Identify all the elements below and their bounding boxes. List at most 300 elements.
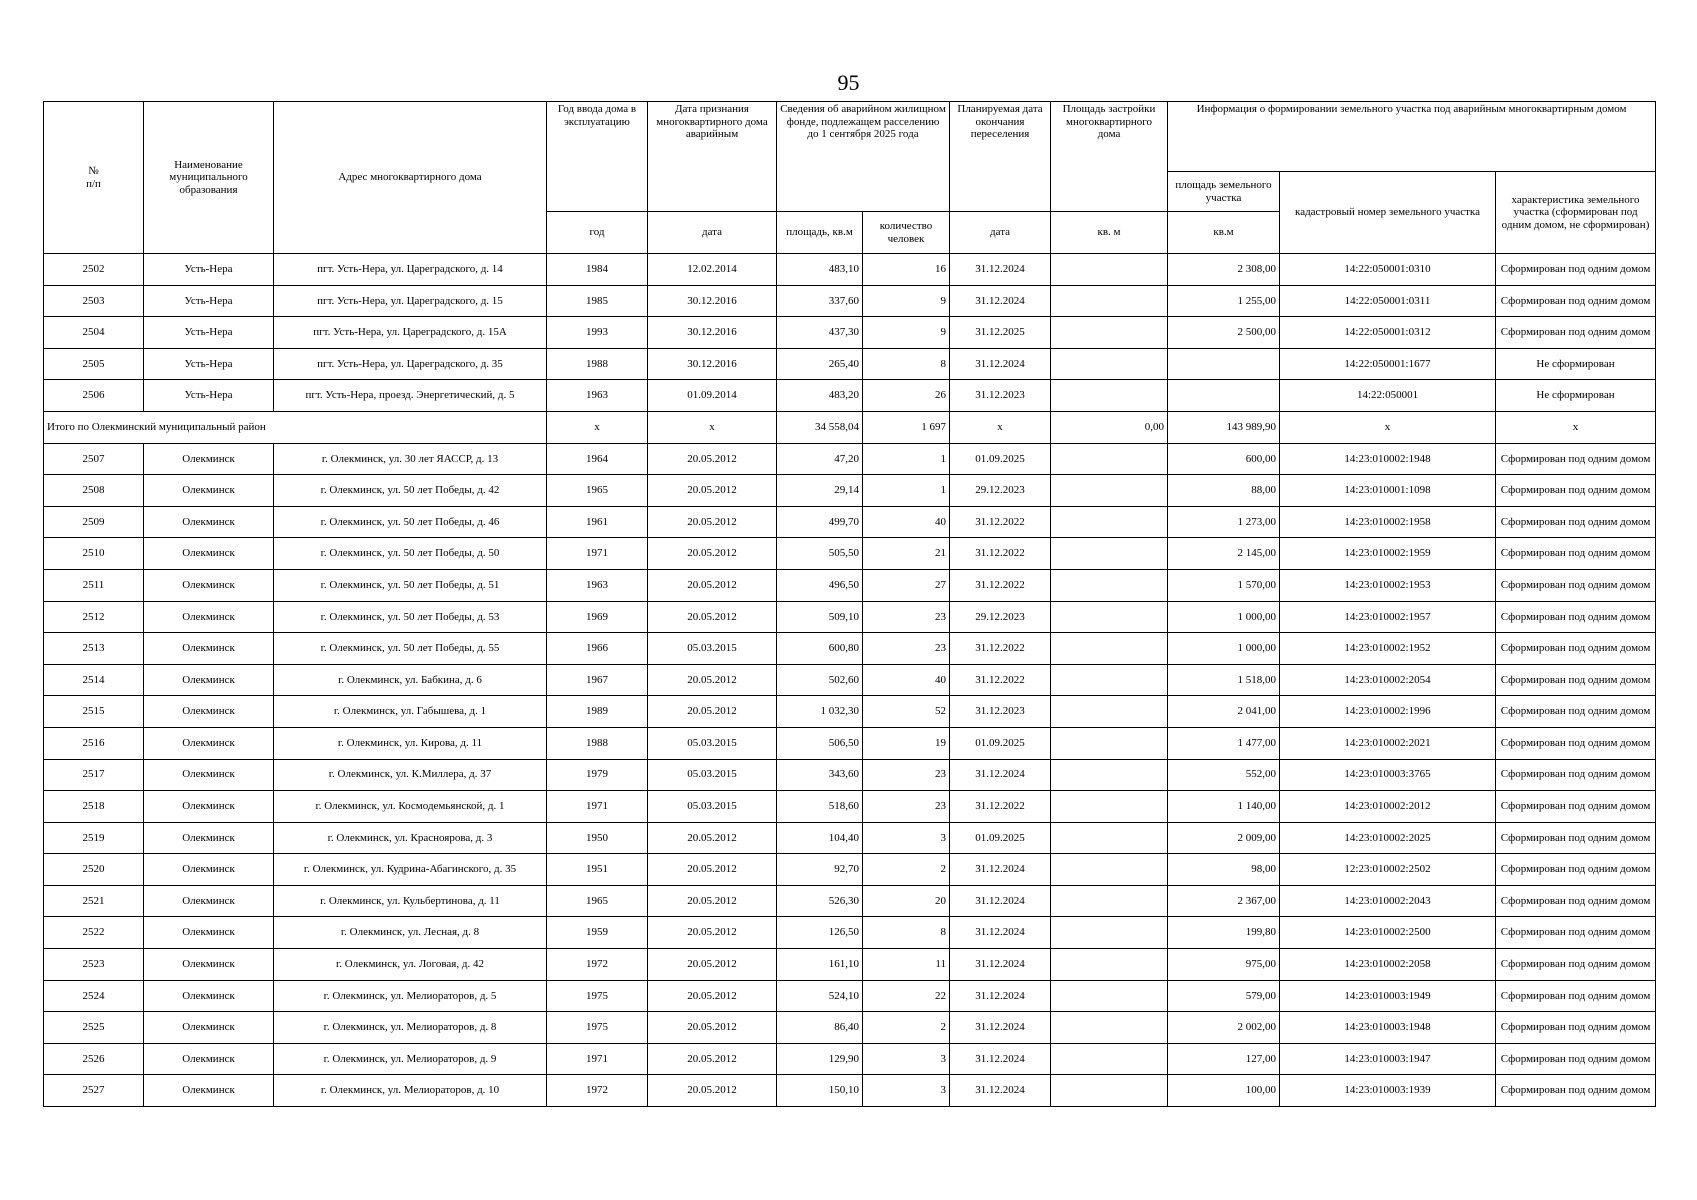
cell-land-area: 1 000,00 <box>1168 633 1280 665</box>
cell-planned-date: 31.12.2024 <box>950 885 1051 917</box>
cell-people: 23 <box>863 759 950 791</box>
cell-land-area: 1 477,00 <box>1168 727 1280 759</box>
cell-cadastral: 14:23:010002:2500 <box>1280 917 1496 949</box>
cell-land-area: 100,00 <box>1168 1075 1280 1107</box>
cell-cadastral: 14:22:050001 <box>1280 380 1496 412</box>
cell-date-emergency: 20.05.2012 <box>648 506 777 538</box>
cell-people: 40 <box>863 506 950 538</box>
cell-land-char: Сформирован под одним домом <box>1496 569 1656 601</box>
cell-area: 483,10 <box>777 254 863 286</box>
cell-area: 337,60 <box>777 285 863 317</box>
cell-date-emergency: 20.05.2012 <box>648 601 777 633</box>
table-row <box>44 1012 1656 1044</box>
cell-area: 86,40 <box>777 1012 863 1044</box>
cell-date-emergency: 05.03.2015 <box>648 633 777 665</box>
table-row <box>44 348 1656 380</box>
cell-number: 2516 <box>44 727 144 759</box>
cell-people: 21 <box>863 538 950 570</box>
cell-built-area <box>1051 1012 1168 1044</box>
cell-people: 26 <box>863 380 950 412</box>
cell-address: г. Олекминск, ул. 50 лет Победы, д. 55 <box>274 633 547 665</box>
cell-address: г. Олекминск, ул. Бабкина, д. 6 <box>274 664 547 696</box>
cell-cadastral: 14:23:010002:1959 <box>1280 538 1496 570</box>
cell-year: 1979 <box>547 759 648 791</box>
cell-land-char: Сформирован под одним домом <box>1496 885 1656 917</box>
cell-date-emergency: 05.03.2015 <box>648 727 777 759</box>
cell-number: 2502 <box>44 254 144 286</box>
cell-planned-date: 31.12.2024 <box>950 980 1051 1012</box>
cell-municipality: Олекминск <box>144 854 274 886</box>
table-row <box>44 380 1656 412</box>
cell-cadastral: 14:23:010002:2043 <box>1280 885 1496 917</box>
cell-cadastral: 14:22:050001:1677 <box>1280 348 1496 380</box>
cell-address: пгт. Усть-Нера, ул. Цареградского, д. 15А <box>274 317 547 349</box>
header-unit-area: площадь, кв.м <box>777 212 863 254</box>
table-row <box>44 664 1656 696</box>
cell-cadastral: 14:23:010002:2054 <box>1280 664 1496 696</box>
cell-number: 2521 <box>44 885 144 917</box>
cell-planned-date: 31.12.2022 <box>950 506 1051 538</box>
cell-area: 104,40 <box>777 822 863 854</box>
cell-year: 1959 <box>547 917 648 949</box>
table-row <box>44 475 1656 507</box>
cell-cadastral: 14:22:050001:0310 <box>1280 254 1496 286</box>
total-people: 1 697 <box>863 411 950 443</box>
table-row <box>44 822 1656 854</box>
cell-built-area <box>1051 348 1168 380</box>
cell-built-area <box>1051 538 1168 570</box>
cell-planned-date: 31.12.2022 <box>950 538 1051 570</box>
header-municipality: Наименование муниципального образования <box>144 102 274 254</box>
cell-built-area <box>1051 917 1168 949</box>
cell-cadastral: 14:23:010002:1948 <box>1280 443 1496 475</box>
cell-municipality: Олекминск <box>144 885 274 917</box>
cell-number: 2507 <box>44 443 144 475</box>
table-row <box>44 1043 1656 1075</box>
cell-address: г. Олекминск, ул. Лесная, д. 8 <box>274 917 547 949</box>
cell-number: 2522 <box>44 917 144 949</box>
cell-municipality: Олекминск <box>144 1012 274 1044</box>
total-land-char: x <box>1496 411 1656 443</box>
cell-number: 2504 <box>44 317 144 349</box>
cell-year: 1972 <box>547 949 648 981</box>
cell-people: 52 <box>863 696 950 728</box>
cell-date-emergency: 05.03.2015 <box>648 791 777 823</box>
cell-land-area: 600,00 <box>1168 443 1280 475</box>
cell-land-char: Не сформирован <box>1496 348 1656 380</box>
cell-land-area: 98,00 <box>1168 854 1280 886</box>
cell-built-area <box>1051 949 1168 981</box>
cell-people: 27 <box>863 569 950 601</box>
cell-cadastral: 14:23:010002:1952 <box>1280 633 1496 665</box>
cell-municipality: Усть-Нера <box>144 380 274 412</box>
cell-built-area <box>1051 633 1168 665</box>
cell-date-emergency: 30.12.2016 <box>648 285 777 317</box>
cell-municipality: Усть-Нера <box>144 317 274 349</box>
cell-land-area: 552,00 <box>1168 759 1280 791</box>
cell-address: г. Олекминск, ул. К.Миллера, д. 37 <box>274 759 547 791</box>
cell-land-char: Сформирован под одним домом <box>1496 759 1656 791</box>
cell-area: 483,20 <box>777 380 863 412</box>
header-unit-date2: дата <box>950 212 1051 254</box>
cell-municipality: Олекминск <box>144 1043 274 1075</box>
cell-year: 1969 <box>547 601 648 633</box>
cell-planned-date: 31.12.2024 <box>950 1075 1051 1107</box>
cell-municipality: Олекминск <box>144 506 274 538</box>
table-row <box>44 980 1656 1012</box>
cell-people: 11 <box>863 949 950 981</box>
cell-land-area: 2 002,00 <box>1168 1012 1280 1044</box>
cell-year: 1961 <box>547 506 648 538</box>
table-row <box>44 254 1656 286</box>
cell-year: 1971 <box>547 1043 648 1075</box>
table-row <box>44 601 1656 633</box>
cell-area: 126,50 <box>777 917 863 949</box>
cell-cadastral: 14:23:010001:1098 <box>1280 475 1496 507</box>
cell-planned-date: 31.12.2022 <box>950 633 1051 665</box>
cell-date-emergency: 20.05.2012 <box>648 1043 777 1075</box>
cell-people: 16 <box>863 254 950 286</box>
cell-number: 2506 <box>44 380 144 412</box>
cell-land-area: 2 308,00 <box>1168 254 1280 286</box>
cell-municipality: Олекминск <box>144 791 274 823</box>
cell-address: г. Олекминск, ул. Логовая, д. 42 <box>274 949 547 981</box>
table-row <box>44 538 1656 570</box>
cell-planned-date: 01.09.2025 <box>950 727 1051 759</box>
cell-people: 2 <box>863 854 950 886</box>
cell-date-emergency: 20.05.2012 <box>648 949 777 981</box>
cell-date-emergency: 30.12.2016 <box>648 348 777 380</box>
cell-address: г. Олекминск, ул. Красноярова, д. 3 <box>274 822 547 854</box>
cell-date-emergency: 20.05.2012 <box>648 854 777 886</box>
cell-address: пгт. Усть-Нера, ул. Цареградского, д. 14 <box>274 254 547 286</box>
cell-date-emergency: 20.05.2012 <box>648 569 777 601</box>
cell-number: 2512 <box>44 601 144 633</box>
cell-built-area <box>1051 854 1168 886</box>
cell-land-area: 127,00 <box>1168 1043 1280 1075</box>
cell-cadastral: 14:23:010002:2058 <box>1280 949 1496 981</box>
cell-municipality: Олекминск <box>144 633 274 665</box>
table-header <box>44 102 1656 254</box>
table-row <box>44 633 1656 665</box>
cell-built-area <box>1051 1043 1168 1075</box>
cell-area: 29,14 <box>777 475 863 507</box>
cell-planned-date: 31.12.2022 <box>950 569 1051 601</box>
cell-cadastral: 14:22:050001:0312 <box>1280 317 1496 349</box>
table-row <box>44 917 1656 949</box>
cell-land-area: 975,00 <box>1168 949 1280 981</box>
cell-land-area: 1 273,00 <box>1168 506 1280 538</box>
header-date-emergency: Дата признания многоквартирного дома аварийным <box>648 102 777 212</box>
cell-planned-date: 31.12.2024 <box>950 759 1051 791</box>
cell-address: г. Олекминск, ул. 50 лет Победы, д. 42 <box>274 475 547 507</box>
cell-cadastral: 14:23:010003:1948 <box>1280 1012 1496 1044</box>
cell-land-char: Сформирован под одним домом <box>1496 443 1656 475</box>
cell-area: 524,10 <box>777 980 863 1012</box>
cell-built-area <box>1051 980 1168 1012</box>
cell-people: 3 <box>863 1075 950 1107</box>
cell-land-char: Сформирован под одним домом <box>1496 854 1656 886</box>
header-land-char: характеристика земельного участка (сформирован под одним домом, не сформирован) <box>1496 172 1656 254</box>
cell-land-char: Сформирован под одним домом <box>1496 506 1656 538</box>
cell-cadastral: 14:23:010002:1957 <box>1280 601 1496 633</box>
cell-number: 2526 <box>44 1043 144 1075</box>
cell-year: 1967 <box>547 664 648 696</box>
cell-cadastral: 14:22:050001:0311 <box>1280 285 1496 317</box>
cell-number: 2517 <box>44 759 144 791</box>
cell-address: г. Олекминск, ул. Кульбертинова, д. 11 <box>274 885 547 917</box>
cell-people: 20 <box>863 885 950 917</box>
cell-planned-date: 01.09.2025 <box>950 822 1051 854</box>
cell-number: 2503 <box>44 285 144 317</box>
cell-municipality: Усть-Нера <box>144 285 274 317</box>
header-planned-date: Планируемая дата окончания переселения <box>950 102 1051 212</box>
cell-cadastral: 14:23:010003:1947 <box>1280 1043 1496 1075</box>
cell-planned-date: 31.12.2024 <box>950 1012 1051 1044</box>
cell-municipality: Олекминск <box>144 759 274 791</box>
cell-address: г. Олекминск, ул. Кудрина-Абагинского, д. 35 <box>274 854 547 886</box>
cell-cadastral: 14:23:010003:1939 <box>1280 1075 1496 1107</box>
page-number: 95 <box>837 70 860 95</box>
cell-people: 3 <box>863 822 950 854</box>
cell-municipality: Олекминск <box>144 538 274 570</box>
cell-number: 2510 <box>44 538 144 570</box>
cell-date-emergency: 20.05.2012 <box>648 1012 777 1044</box>
cell-land-char: Сформирован под одним домом <box>1496 1075 1656 1107</box>
cell-land-char: Сформирован под одним домом <box>1496 980 1656 1012</box>
cell-year: 1965 <box>547 885 648 917</box>
cell-planned-date: 31.12.2023 <box>950 696 1051 728</box>
cell-land-area: 1 255,00 <box>1168 285 1280 317</box>
cell-date-emergency: 20.05.2012 <box>648 443 777 475</box>
cell-date-emergency: 12.02.2014 <box>648 254 777 286</box>
cell-number: 2511 <box>44 569 144 601</box>
cell-number: 2513 <box>44 633 144 665</box>
cell-planned-date: 31.12.2022 <box>950 664 1051 696</box>
cell-area: 496,50 <box>777 569 863 601</box>
total-year: x <box>547 411 648 443</box>
cell-built-area <box>1051 885 1168 917</box>
cell-land-area: 2 500,00 <box>1168 317 1280 349</box>
header-num: № п/п <box>44 102 144 254</box>
cell-planned-date: 31.12.2024 <box>950 917 1051 949</box>
cell-address: г. Олекминск, ул. Кирова, д. 11 <box>274 727 547 759</box>
cell-land-char: Сформирован под одним домом <box>1496 285 1656 317</box>
table-row <box>44 443 1656 475</box>
cell-land-area: 1 140,00 <box>1168 791 1280 823</box>
cell-people: 2 <box>863 1012 950 1044</box>
cell-date-emergency: 20.05.2012 <box>648 475 777 507</box>
table-body <box>44 254 1656 1107</box>
cell-date-emergency: 20.05.2012 <box>648 885 777 917</box>
cell-municipality: Олекминск <box>144 727 274 759</box>
cell-area: 265,40 <box>777 348 863 380</box>
cell-land-char: Сформирован под одним домом <box>1496 1043 1656 1075</box>
cell-address: г. Олекминск, ул. Космодемьянской, д. 1 <box>274 791 547 823</box>
cell-year: 1972 <box>547 1075 648 1107</box>
header-year-built: Год ввода дома в эксплуатацию <box>547 102 648 212</box>
cell-land-char: Сформирован под одним домом <box>1496 822 1656 854</box>
cell-people: 3 <box>863 1043 950 1075</box>
cell-number: 2527 <box>44 1075 144 1107</box>
cell-land-area: 579,00 <box>1168 980 1280 1012</box>
cell-municipality: Олекминск <box>144 822 274 854</box>
cell-land-char: Сформирован под одним домом <box>1496 317 1656 349</box>
cell-date-emergency: 30.12.2016 <box>648 317 777 349</box>
cell-number: 2509 <box>44 506 144 538</box>
cell-area: 47,20 <box>777 443 863 475</box>
cell-land-char: Сформирован под одним домом <box>1496 949 1656 981</box>
cell-cadastral: 14:23:010002:2021 <box>1280 727 1496 759</box>
cell-built-area <box>1051 317 1168 349</box>
cell-cadastral: 14:23:010003:3765 <box>1280 759 1496 791</box>
cell-people: 23 <box>863 601 950 633</box>
cell-people: 9 <box>863 285 950 317</box>
table-row <box>44 885 1656 917</box>
cell-built-area <box>1051 569 1168 601</box>
cell-area: 526,30 <box>777 885 863 917</box>
cell-land-char: Сформирован под одним домом <box>1496 254 1656 286</box>
cell-cadastral: 14:23:010002:1996 <box>1280 696 1496 728</box>
cell-date-emergency: 05.03.2015 <box>648 759 777 791</box>
cell-address: пгт. Усть-Нера, проезд. Энергетический, д. 5 <box>274 380 547 412</box>
cell-land-area <box>1168 348 1280 380</box>
cell-people: 8 <box>863 917 950 949</box>
header-fund-info: Сведения об аварийном жилищном фонде, подлежащем расселению до 1 сентября 2025 года <box>777 102 950 212</box>
cell-municipality: Олекминск <box>144 980 274 1012</box>
cell-address: г. Олекминск, ул. 50 лет Победы, д. 51 <box>274 569 547 601</box>
cell-municipality: Олекминск <box>144 1075 274 1107</box>
cell-area: 129,90 <box>777 1043 863 1075</box>
cell-address: г. Олекминск, ул. Мелиораторов, д. 8 <box>274 1012 547 1044</box>
cell-people: 9 <box>863 317 950 349</box>
total-planned-date: x <box>950 411 1051 443</box>
cell-land-char: Сформирован под одним домом <box>1496 917 1656 949</box>
cell-built-area <box>1051 1075 1168 1107</box>
cell-built-area <box>1051 727 1168 759</box>
cell-cadastral: 14:23:010002:2025 <box>1280 822 1496 854</box>
cell-people: 23 <box>863 791 950 823</box>
cell-address: г. Олекминск, ул. Мелиораторов, д. 9 <box>274 1043 547 1075</box>
cell-area: 499,70 <box>777 506 863 538</box>
total-label: Итого по Олекминский муниципальный район <box>44 411 547 443</box>
cell-people: 40 <box>863 664 950 696</box>
cell-built-area <box>1051 759 1168 791</box>
cell-land-char: Сформирован под одним домом <box>1496 1012 1656 1044</box>
cell-built-area <box>1051 601 1168 633</box>
cell-area: 343,60 <box>777 759 863 791</box>
cell-number: 2505 <box>44 348 144 380</box>
cell-area: 600,80 <box>777 633 863 665</box>
cell-year: 1971 <box>547 791 648 823</box>
cell-number: 2524 <box>44 980 144 1012</box>
table-row <box>44 569 1656 601</box>
cell-year: 1993 <box>547 317 648 349</box>
cell-year: 1985 <box>547 285 648 317</box>
cell-area: 506,50 <box>777 727 863 759</box>
cell-date-emergency: 20.05.2012 <box>648 822 777 854</box>
total-built-area: 0,00 <box>1051 411 1168 443</box>
table-row <box>44 727 1656 759</box>
cell-land-area: 2 009,00 <box>1168 822 1280 854</box>
table-row <box>44 696 1656 728</box>
cell-people: 19 <box>863 727 950 759</box>
cell-year: 1989 <box>547 696 648 728</box>
cell-built-area <box>1051 791 1168 823</box>
cell-cadastral: 14:23:010002:2012 <box>1280 791 1496 823</box>
cell-people: 22 <box>863 980 950 1012</box>
total-row <box>44 411 1656 443</box>
cell-area: 161,10 <box>777 949 863 981</box>
table-row <box>44 791 1656 823</box>
cell-municipality: Усть-Нера <box>144 254 274 286</box>
cell-address: пгт. Усть-Нера, ул. Цареградского, д. 35 <box>274 348 547 380</box>
cell-planned-date: 31.12.2024 <box>950 854 1051 886</box>
total-area: 34 558,04 <box>777 411 863 443</box>
header-built-area: Площадь застройки многоквартирного дома <box>1051 102 1168 212</box>
cell-cadastral: 14:23:010002:1958 <box>1280 506 1496 538</box>
cell-year: 1988 <box>547 727 648 759</box>
cell-planned-date: 29.12.2023 <box>950 601 1051 633</box>
cell-municipality: Олекминск <box>144 949 274 981</box>
cell-built-area <box>1051 254 1168 286</box>
cell-date-emergency: 20.05.2012 <box>648 980 777 1012</box>
total-land-area: 143 989,90 <box>1168 411 1280 443</box>
header-unit-sqm2: кв.м <box>1168 212 1280 254</box>
cell-municipality: Олекминск <box>144 664 274 696</box>
cell-planned-date: 31.12.2022 <box>950 791 1051 823</box>
cell-land-char: Сформирован под одним домом <box>1496 696 1656 728</box>
cell-land-char: Сформирован под одним домом <box>1496 475 1656 507</box>
cell-built-area <box>1051 822 1168 854</box>
cell-planned-date: 31.12.2024 <box>950 348 1051 380</box>
cell-land-char: Сформирован под одним домом <box>1496 601 1656 633</box>
cell-municipality: Олекминск <box>144 569 274 601</box>
cell-number: 2514 <box>44 664 144 696</box>
cell-land-char: Сформирован под одним домом <box>1496 664 1656 696</box>
cell-area: 92,70 <box>777 854 863 886</box>
cell-land-char: Сформирован под одним домом <box>1496 633 1656 665</box>
header-land-area: площадь земельного участка <box>1168 172 1280 212</box>
cell-date-emergency: 20.05.2012 <box>648 538 777 570</box>
cell-number: 2515 <box>44 696 144 728</box>
cell-year: 1975 <box>547 1012 648 1044</box>
emergency-housing-table <box>43 101 1656 1107</box>
table-row <box>44 759 1656 791</box>
cell-land-area: 2 145,00 <box>1168 538 1280 570</box>
cell-number: 2518 <box>44 791 144 823</box>
cell-number: 2523 <box>44 949 144 981</box>
cell-planned-date: 29.12.2023 <box>950 475 1051 507</box>
cell-year: 1975 <box>547 980 648 1012</box>
cell-year: 1984 <box>547 254 648 286</box>
cell-cadastral: 14:23:010003:1949 <box>1280 980 1496 1012</box>
total-date: x <box>648 411 777 443</box>
cell-people: 1 <box>863 475 950 507</box>
cell-land-area: 1 570,00 <box>1168 569 1280 601</box>
cell-date-emergency: 01.09.2014 <box>648 380 777 412</box>
cell-address: г. Олекминск, ул. 30 лет ЯАССР, д. 13 <box>274 443 547 475</box>
cell-area: 509,10 <box>777 601 863 633</box>
cell-municipality: Усть-Нера <box>144 348 274 380</box>
cell-planned-date: 01.09.2025 <box>950 443 1051 475</box>
cell-cadastral: 12:23:010002:2502 <box>1280 854 1496 886</box>
table-row <box>44 317 1656 349</box>
cell-planned-date: 31.12.2024 <box>950 1043 1051 1075</box>
cell-municipality: Олекминск <box>144 475 274 507</box>
cell-date-emergency: 20.05.2012 <box>648 664 777 696</box>
cell-planned-date: 31.12.2023 <box>950 380 1051 412</box>
